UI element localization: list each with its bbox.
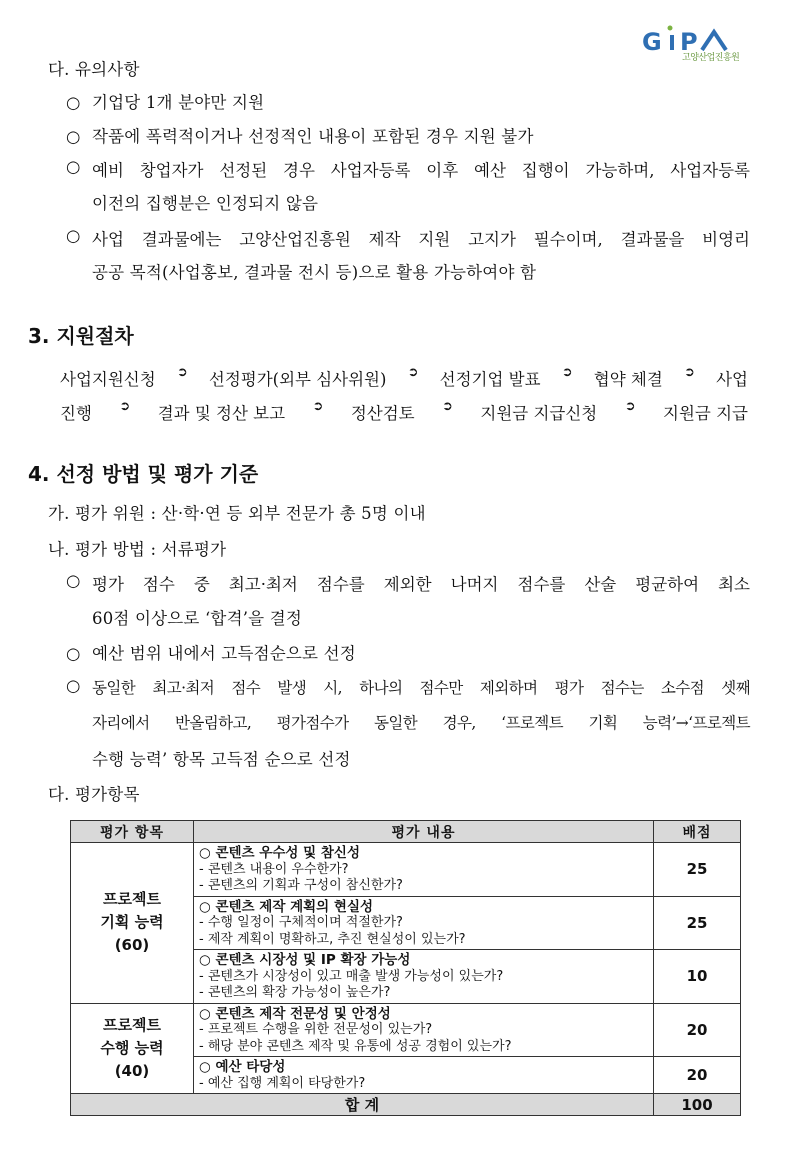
header-category: 평가 항목 (71, 821, 194, 843)
caution-item-continued: 이전의 집행분은 인정되지 않음 (92, 194, 319, 213)
arrow-right-icon: ➲ (561, 365, 573, 380)
caution-item: ○ 기업당 1개 분야만 지원 (66, 93, 265, 112)
criterion-score: 25 (654, 843, 741, 897)
method-bullet: ○ 예산 범위 내에서 고득점순으로 선정 (66, 644, 356, 663)
section-4-title: 4. 선정 방법 및 평가 기준 (28, 462, 259, 486)
svg-text:G: G (642, 28, 666, 54)
criterion-content: ○ 콘텐츠 제작 전문성 및 안정성 - 프로젝트 수행을 위한 전문성이 있는가? - 해당 분야 콘텐츠 제작 및 유통에 성공 경험이 있는가? (194, 1003, 654, 1057)
caution-item: ○ 작품에 폭력적이거나 선정적인 내용이 포함된 경우 지원 불가 (66, 127, 534, 146)
circle-bullet-icon: ○ (66, 127, 81, 146)
arrow-right-icon: ➲ (683, 365, 695, 380)
procedure-step: 사업지원신청 (60, 370, 156, 389)
procedure-step: 정산검토 (350, 404, 415, 423)
criterion-content: ○ 예산 타당성 - 예산 집행 계획이 타당한가? (194, 1057, 654, 1094)
section-3-title: 3. 지원절차 (28, 324, 134, 348)
arrow-right-icon: ➲ (312, 399, 324, 414)
caution-item: ○ 예비 창업자가 선정된 경우 사업자등록 이후 예산 집행이 가능하며, 사업자등록 (66, 157, 750, 180)
procedure-step: 협약 체결 (593, 370, 663, 389)
total-label: 합 계 (71, 1094, 654, 1116)
header-score: 배점 (654, 821, 741, 843)
arrow-right-icon: ➲ (407, 365, 419, 380)
table-row (71, 843, 741, 897)
caution-heading: 다. 유의사항 (48, 60, 140, 79)
evaluators-line: 가. 평가 위원 : 산·학·연 등 외부 전문가 총 5명 이내 (48, 504, 426, 523)
criterion-content: ○ 콘텐츠 시장성 및 IP 확장 가능성 - 콘텐츠가 시장성이 있고 매출 발생 가능성이 있는가? - 콘텐츠의 확장 가능성이 높은가? (194, 950, 654, 1004)
evaluation-table (70, 820, 741, 1116)
procedure-step: 선정기업 발표 (439, 370, 541, 389)
circle-bullet-icon: ○ (66, 571, 81, 590)
evaluation-method-line: 나. 평가 방법 : 서류평가 (48, 540, 227, 559)
arrow-right-icon: ➲ (176, 365, 188, 380)
criterion-score: 20 (654, 1003, 741, 1057)
total-score: 100 (654, 1094, 741, 1116)
criterion-score: 20 (654, 1057, 741, 1094)
evaluation-items-heading: 다. 평가항목 (48, 785, 140, 804)
arrow-right-icon: ➲ (119, 399, 131, 414)
procedure-step: 사업 (716, 370, 748, 389)
method-bullet: ○ 평가 점수 중 최고·최저 점수를 제외한 나머지 점수를 산술 평균하여 최소 (66, 571, 750, 594)
criterion-score: 10 (654, 950, 741, 1004)
method-bullet-continued: 60점 이상으로 ‘합격’을 결정 (92, 609, 303, 628)
total-row (71, 1094, 741, 1116)
procedure-row-2 (60, 400, 748, 424)
category-planning: 프로젝트 기획 능력 (60) (71, 843, 194, 1004)
circle-bullet-icon: ○ (66, 157, 81, 176)
circle-bullet-icon: ○ (66, 93, 81, 112)
category-execution: 프로젝트 수행 능력 (40) (71, 1003, 194, 1094)
procedure-step: 지원금 지급신청 (480, 404, 598, 423)
arrow-right-icon: ➲ (442, 399, 453, 414)
procedure-row-1 (60, 366, 748, 390)
arrow-right-icon: ➲ (624, 399, 636, 414)
circle-bullet-icon: ○ (66, 644, 81, 663)
caution-item-continued: 공공 목적(사업홍보, 결과물 전시 등)으로 활용 가능하여야 함 (92, 263, 537, 282)
method-bullet: ○ 동일한 최고·최저 점수 발생 시, 하나의 점수만 제외하며 평가 점수는 소수점 셋째 (66, 676, 750, 697)
method-bullet-continued: 수행 능력’ 항목 고득점 순으로 선정 (92, 750, 351, 769)
criterion-score: 25 (654, 896, 741, 950)
circle-bullet-icon: ○ (66, 676, 81, 695)
svg-text:P: P (680, 28, 698, 54)
procedure-step: 선정평가(외부 심사위원) (208, 370, 387, 389)
circle-bullet-icon: ○ (66, 226, 81, 245)
criterion-content: ○ 콘텐츠 제작 계획의 현실성 - 수행 일정이 구체적이며 적절한가? - 제작 계획이 명확하고, 추진 현실성이 있는가? (194, 896, 654, 950)
procedure-step: 결과 및 정산 보고 (157, 404, 286, 423)
procedure-step: 진행 (60, 404, 92, 423)
table-header-row (71, 821, 741, 843)
criterion-content: ○ 콘텐츠 우수성 및 참신성 - 콘텐츠 내용이 우수한가? - 콘텐츠의 기획과 구성이 참신한가? (194, 843, 654, 897)
method-bullet-continued: 자리에서 반올림하고, 평가점수가 동일한 경우, ‘프로젝트 기획 능력’→‘프로젝트 (92, 714, 750, 732)
header-content: 평가 내용 (194, 821, 654, 843)
procedure-step: 지원금 지급 (663, 404, 748, 423)
logo-subtitle: 고양산업진흥원 (682, 53, 740, 63)
gipa-logo (640, 24, 758, 66)
table-row (71, 1003, 741, 1057)
caution-item: ○ 사업 결과물에는 고양산업진흥원 제작 지원 고지가 필수이며, 결과물을 비영리 (66, 226, 750, 249)
